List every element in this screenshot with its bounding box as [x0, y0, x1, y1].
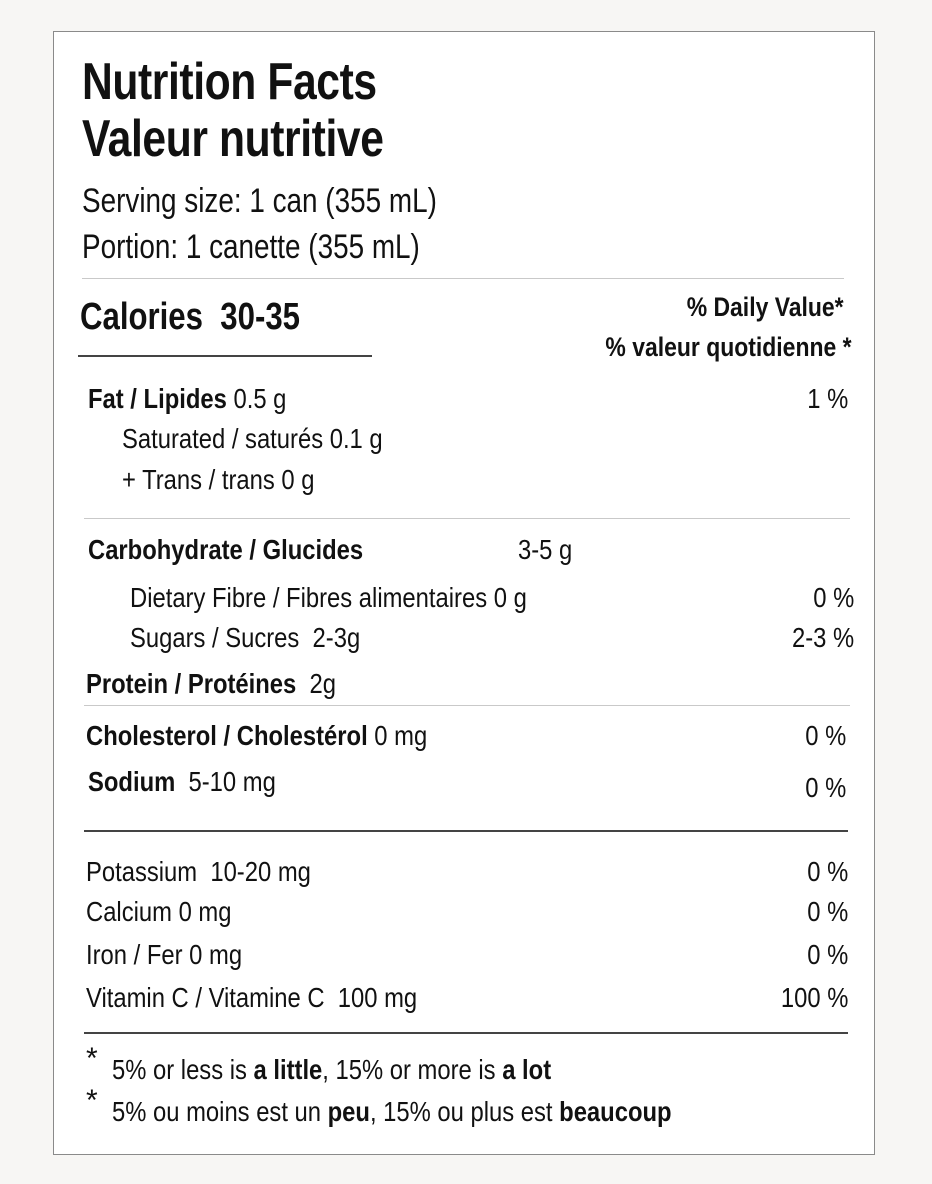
carbohydrate-amount: 3-5 g	[518, 534, 573, 565]
fibre-row: Dietary Fibre / Fibres alimentaires 0 g	[130, 582, 527, 613]
divider-sodium	[84, 830, 848, 832]
vitamin-c-label: Vitamin C / Vitamine C	[86, 982, 325, 1013]
sodium-row	[88, 768, 309, 796]
trans-row: + Trans / trans 0 g	[122, 464, 315, 495]
divider-protein	[84, 705, 850, 706]
fibre-dv: 0 %	[812, 582, 854, 613]
cholesterol-label: Cholesterol / Cholestérol	[86, 720, 368, 751]
fat-dv: 1 %	[806, 383, 848, 414]
sugars-dv: 2-3 %	[791, 622, 854, 653]
serving-size-en: Serving size: 1 can (355 mL)	[82, 182, 437, 220]
daily-value-header-fr: % valeur quotidienne *	[605, 332, 852, 362]
sugars-row	[130, 624, 401, 652]
fat-row	[88, 385, 321, 413]
vitamin-c-row	[86, 984, 476, 1012]
footnote-fr-star: *	[86, 1084, 98, 1117]
saturated-row: Saturated / saturés 0.1 g	[122, 423, 383, 454]
footnote-fr: 5% ou moins est un peu, 15% ou plus est beaucoup	[112, 1096, 672, 1127]
calories-label: Calories	[80, 296, 203, 338]
footnote-en-star: *	[86, 1042, 98, 1075]
cholesterol-dv: 0 %	[804, 720, 846, 751]
protein-amount: 2g	[309, 668, 337, 699]
fat-label: Fat / Lipides	[88, 383, 227, 414]
sodium-dv: 0 %	[804, 772, 846, 803]
potassium-label: Potassium	[86, 856, 198, 887]
divider-calories	[78, 355, 372, 357]
vitamin-c-dv: 100 %	[780, 982, 848, 1013]
calories-value: 30-35	[220, 296, 301, 338]
divider-serving	[82, 278, 844, 279]
fat-amount: 0.5 g	[233, 383, 287, 414]
carbohydrate-label: Carbohydrate / Glucides	[88, 534, 364, 565]
potassium-dv: 0 %	[806, 856, 848, 887]
serving-size-fr: Portion: 1 canette (355 mL)	[82, 228, 420, 266]
footnote-en: 5% or less is a little, 15% or more is a lot	[112, 1054, 552, 1085]
iron-dv: 0 %	[806, 939, 848, 970]
calcium-row: Calcium 0 mg	[86, 896, 232, 927]
cholesterol-row	[86, 722, 487, 750]
calcium-dv: 0 %	[806, 896, 848, 927]
protein-label: Protein / Protéines	[86, 668, 297, 699]
calories-row	[80, 298, 348, 336]
potassium-amount: 10-20 mg	[210, 856, 311, 887]
vitamin-c-amount: 100 mg	[337, 982, 418, 1013]
title-fr: Valeur nutritive	[82, 110, 384, 168]
divider-fat	[84, 518, 850, 519]
cholesterol-amount: 0 mg	[374, 720, 428, 751]
iron-row: Iron / Fer 0 mg	[86, 939, 243, 970]
sugars-amount: 2-3g	[312, 622, 361, 653]
divider-footnote	[84, 1032, 848, 1034]
protein-row	[86, 670, 380, 698]
daily-value-header-en: % Daily Value*	[687, 292, 844, 322]
sodium-amount: 5-10 mg	[188, 766, 276, 797]
potassium-row	[86, 858, 351, 886]
title-en: Nutrition Facts	[82, 53, 377, 111]
sugars-label: Sugars / Sucres	[130, 622, 300, 653]
sodium-label: Sodium	[88, 766, 176, 797]
carbohydrate-row	[88, 536, 412, 564]
